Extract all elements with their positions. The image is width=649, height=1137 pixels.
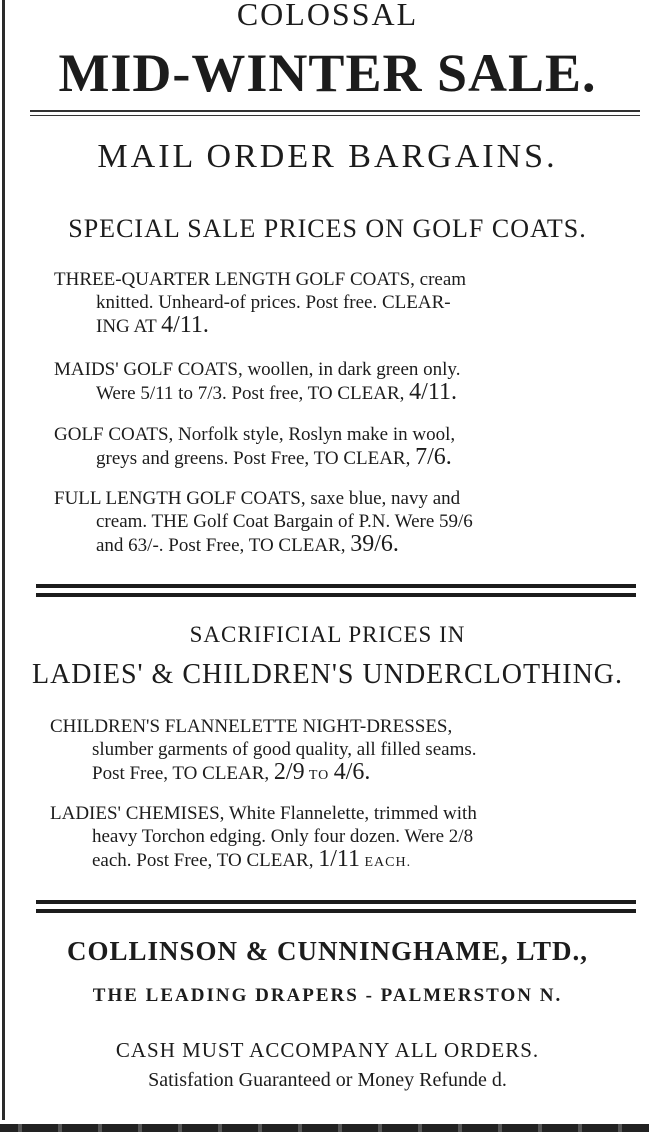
item-suffix: EACH.	[360, 855, 412, 870]
mail-order-heading: MAIL ORDER BARGAINS.	[97, 138, 558, 175]
under-item-chemises	[50, 802, 626, 874]
sale-title: MID-WINTER SALE.	[58, 43, 597, 103]
item-line: and 63/-. Post Free, TO CLEAR,	[96, 535, 351, 556]
underclothing-title: LADIES' & CHILDREN'S UNDERCLOTHING.	[31, 659, 624, 690]
store-name: COLLINSON & CUNNINGHAME, LTD.,	[66, 936, 589, 966]
item-line: ING AT	[96, 316, 162, 337]
item-line: CHILDREN'S FLANNELETTE NIGHT-DRESSES,	[50, 716, 453, 737]
item-price: 1/11	[318, 846, 360, 872]
item-line: heavy Torchon edging. Only four dozen. Were 2/8	[92, 826, 474, 847]
left-border	[2, 0, 5, 1120]
item-price: 4/11.	[409, 379, 457, 405]
item-price-from: 2/9	[273, 759, 305, 785]
item-price-to: 4/6.	[333, 759, 371, 785]
guarantee-notice: Satisfation Guaranteed or Money Refunde d.	[148, 1069, 507, 1091]
item-to-word: TO	[304, 768, 334, 783]
item-line: FULL LENGTH GOLF COATS, saxe blue, navy and	[54, 488, 461, 509]
item-price: 39/6.	[350, 531, 399, 557]
item-line: THREE-QUARTER LENGTH GOLF COATS, cream	[54, 269, 467, 290]
item-line: MAIDS' GOLF COATS, woollen, in dark green only.	[54, 359, 461, 380]
golf-item-full-length	[54, 487, 626, 557]
under-item-nightdresses	[50, 715, 626, 787]
golf-item-maids	[54, 358, 626, 405]
item-line: Post Free, TO CLEAR,	[92, 763, 274, 784]
underclothing-subtitle: SACRIFICIAL PRICES IN	[189, 622, 466, 647]
cash-notice: CASH MUST ACCOMPANY ALL ORDERS.	[115, 1038, 540, 1062]
item-line: cream. THE Golf Coat Bargain of P.N. Were 59/6	[96, 511, 473, 532]
item-price: 4/11.	[161, 312, 209, 338]
golf-item-norfolk	[54, 423, 626, 470]
section-divider	[36, 584, 636, 597]
bottom-border	[0, 1124, 649, 1132]
item-line: knitted. Unheard-of prices. Post free. CLEAR-	[96, 292, 451, 313]
item-line: slumber garments of good quality, all filled seams.	[92, 739, 477, 760]
leading-drapers-line: THE LEADING DRAPERS - PALMERSTON N.	[92, 985, 563, 1006]
item-line: GOLF COATS, Norfolk style, Roslyn make in wool,	[54, 424, 456, 445]
title-rule-secondary	[30, 115, 640, 116]
item-price: 7/6.	[415, 444, 452, 470]
item-line: LADIES' CHEMISES, White Flannelette, trimmed with	[50, 803, 477, 824]
item-line: Were 5/11 to 7/3. Post free, TO CLEAR,	[96, 383, 410, 404]
item-line: greys and greens. Post Free, TO CLEAR,	[96, 448, 416, 469]
golf-section-title: SPECIAL SALE PRICES ON GOLF COATS.	[68, 214, 587, 243]
item-line: each. Post Free, TO CLEAR,	[92, 850, 319, 871]
golf-item-three-quarter	[54, 268, 626, 338]
colossal-heading: COLOSSAL	[236, 0, 419, 32]
section-divider	[36, 900, 636, 913]
title-rule	[30, 110, 640, 112]
